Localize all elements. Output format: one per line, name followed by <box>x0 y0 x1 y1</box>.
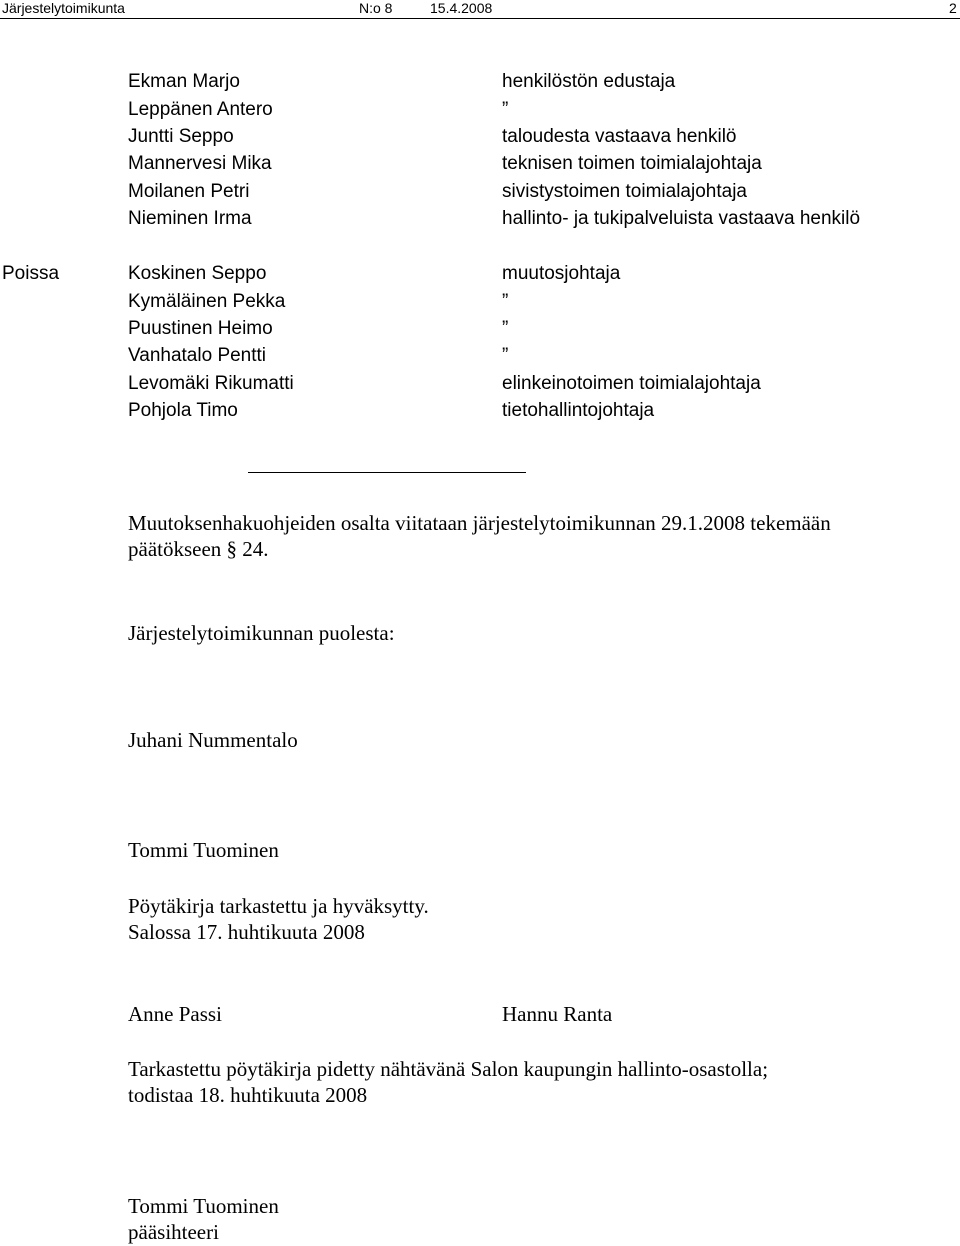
member-role-ditto: ” <box>502 291 509 312</box>
final-signer-name: Tommi Tuominen <box>128 1194 279 1218</box>
on-behalf-label: Järjestelytoimikunnan puolesta: <box>128 621 395 645</box>
member-role: sivistystoimen toimialajohtaja <box>502 181 747 202</box>
member-name: Vanhatalo Pentti <box>128 345 267 366</box>
signer-chair: Juhani Nummentalo <box>128 728 298 752</box>
member-name: Koskinen Seppo <box>128 263 267 284</box>
member-role: taloudesta vastaava henkilö <box>502 126 737 147</box>
final-signer-title: pääsihteeri <box>128 1220 219 1244</box>
member-role: tietohallintojohtaja <box>502 400 655 421</box>
page-header <box>0 0 960 20</box>
display-notice-line2: todistaa 18. huhtikuuta 2008 <box>128 1083 368 1107</box>
member-name: Nieminen Irma <box>128 208 252 229</box>
section-divider <box>248 472 526 473</box>
appeal-reference-line1: Muutoksenhakuohjeiden osalta viitataan järjestelytoimikunnan 29.1.2008 tekemään <box>128 511 831 535</box>
member-role: henkilöstön edustaja <box>502 71 676 92</box>
member-role-ditto: ” <box>502 99 509 120</box>
header-organization: Järjestelytoimikunta <box>2 0 125 16</box>
absent-label: Poissa <box>2 263 60 284</box>
member-name: Puustinen Heimo <box>128 318 273 339</box>
display-notice-line1: Tarkastettu pöytäkirja pidetty nähtävänä Salon kaupungin hallinto-osastolla; <box>128 1057 769 1081</box>
member-name: Ekman Marjo <box>128 71 240 92</box>
signer-secretary: Tommi Tuominen <box>128 838 279 862</box>
header-page-number: 2 <box>949 0 957 16</box>
member-role: elinkeinotoimen toimialajohtaja <box>502 373 761 394</box>
header-date: 15.4.2008 <box>430 0 493 16</box>
member-name: Moilanen Petri <box>128 181 250 202</box>
member-name: Mannervesi Mika <box>128 153 272 174</box>
approval-place-date: Salossa 17. huhtikuuta 2008 <box>128 920 365 944</box>
member-role: teknisen toimen toimialajohtaja <box>502 153 762 174</box>
checker-two: Hannu Ranta <box>502 1002 613 1026</box>
member-name: Pohjola Timo <box>128 400 238 421</box>
member-name: Leppänen Antero <box>128 99 273 120</box>
member-name: Juntti Seppo <box>128 126 234 147</box>
member-name: Levomäki Rikumatti <box>128 373 294 394</box>
member-role: hallinto- ja tukipalveluista vastaava henkilö <box>502 208 861 229</box>
header-rule <box>0 18 960 19</box>
approval-statement: Pöytäkirja tarkastettu ja hyväksytty. <box>128 894 429 918</box>
member-role-ditto: ” <box>502 318 509 339</box>
checker-one: Anne Passi <box>128 1002 222 1026</box>
member-name: Kymäläinen Pekka <box>128 291 286 312</box>
appeal-reference-line2: päätökseen § 24. <box>128 537 269 561</box>
header-meeting-ref: N:o 8 <box>359 0 393 16</box>
member-role-ditto: ” <box>502 345 509 366</box>
member-role: muutosjohtaja <box>502 263 621 284</box>
